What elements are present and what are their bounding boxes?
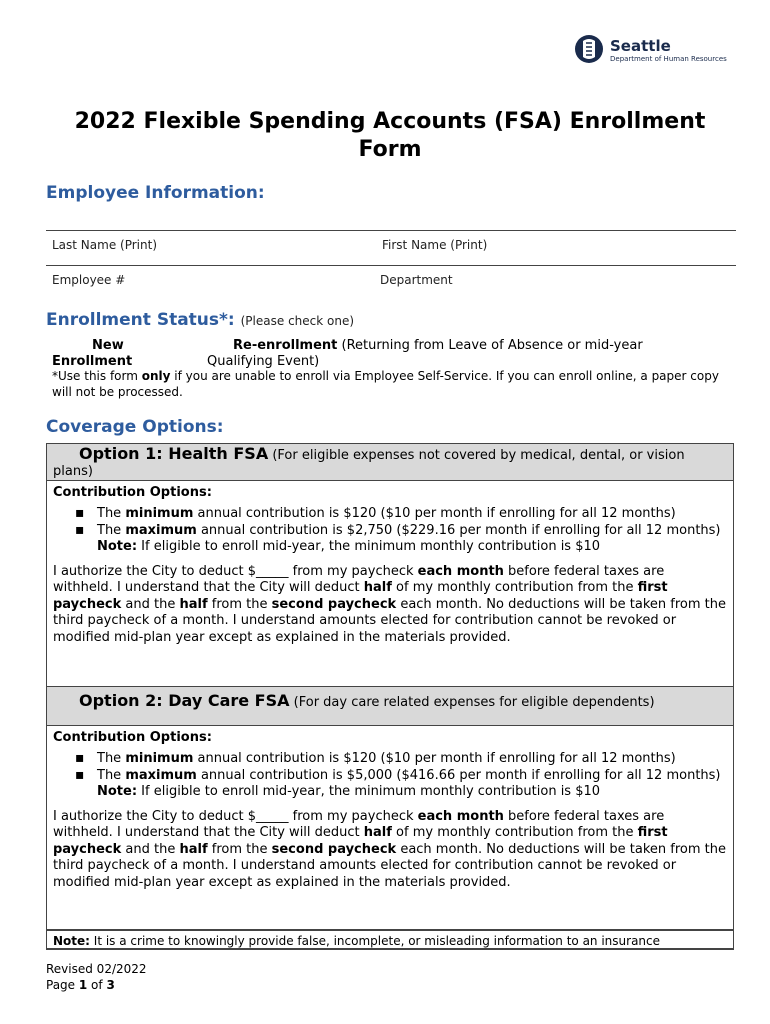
new-enrollment-option[interactable] (52, 338, 182, 370)
reenrollment-label: Re-enrollment (233, 338, 338, 353)
option-1-subtitle: (For eligible expenses not covered by medical, dental, or vision plans) (53, 448, 685, 479)
option-1-contribution-label: Contribution Options: (53, 485, 212, 500)
option-2-subtitle: (For day care related expenses for eligible dependents) (289, 695, 655, 710)
logo-department: Department of Human Resources (610, 55, 727, 63)
seattle-emblem-icon (574, 33, 604, 65)
employee-number-field[interactable]: Employee # (52, 273, 126, 287)
last-name-field[interactable]: Last Name (Print) (52, 238, 157, 252)
option-1-contribution-list (47, 506, 733, 539)
reenrollment-desc1: (Returning from Leave of Absence or mid-year (337, 338, 643, 353)
new-enrollment-line2: Enrollment (52, 354, 133, 369)
enrollment-status-label: Enrollment Status*: (46, 310, 235, 330)
option-1-note: Note: If eligible to enroll mid-year, the minimum monthly contribution is $10 (97, 539, 601, 554)
employee-fields-row (46, 265, 736, 301)
option-1-authorization[interactable]: I authorize the City to deduct $_____ from my paycheck each month before federal taxes are withheld. I understand that the City will deduct half of my monthly contribution from the first paycheck and the half from the second paycheck each month. No deductions will be taken from the third paycheck of a month. I understand amounts elected for contribution cannot be revoked or modified mid-plan year except as explained in the materials provided. (53, 563, 726, 645)
option-2-day-care-fsa (46, 686, 734, 930)
name-fields-rule (46, 230, 736, 231)
new-enrollment-line1: New (92, 338, 124, 353)
option-1-header (47, 444, 733, 481)
seattle-logo (574, 33, 734, 69)
reenrollment-desc2: Qualifying Event) (207, 354, 320, 369)
enrollment-note: *Use this form only if you are unable to enroll via Employee Self-Service. If you can enroll online, a paper copy will not be processed. (52, 369, 719, 399)
page-number: Page 1 of 3 (46, 978, 115, 992)
first-name-field[interactable]: First Name (Print) (382, 238, 488, 252)
option-1-maximum-item: ▪ The maximum annual contribution is $2,750 ($229.16 per month if enrolling for all 12 months) (97, 523, 733, 540)
reenrollment-option[interactable] (207, 338, 727, 370)
department-field[interactable]: Department (380, 273, 453, 287)
enrollment-status-heading (46, 310, 354, 330)
option-2-contribution-list (47, 751, 733, 784)
option-1-minimum-item: ▪ The minimum annual contribution is $120 ($10 per month if enrolling for all 12 months) (97, 506, 733, 523)
employee-fields-rule (46, 265, 736, 266)
option-1-health-fsa (46, 443, 734, 687)
option-2-title: Option 2: Day Care FSA (79, 691, 290, 710)
revised-date: Revised 02/2022 (46, 962, 147, 976)
option-1-title: Option 1: Health FSA (79, 444, 269, 463)
enrollment-status-hint: (Please check one) (240, 314, 355, 328)
fraud-warning-note: Note: It is a crime to knowingly provide false, incomplete, or misleading information to an insurance (46, 930, 734, 950)
employee-info-heading: Employee Information: (46, 183, 265, 203)
option-2-note: Note: If eligible to enroll mid-year, the minimum monthly contribution is $10 (97, 784, 601, 799)
option-2-authorization[interactable]: I authorize the City to deduct $_____ from my paycheck each month before federal taxes are withheld. I understand that the City will deduct half of my monthly contribution from the first paycheck and the half from the second paycheck each month. No deductions will be taken from the third paycheck of a month. I understand amounts elected for contribution cannot be revoked or modified mid-plan year except as explained in the materials provided. (53, 808, 726, 890)
page-footer (46, 961, 147, 993)
option-2-contribution-label: Contribution Options: (53, 730, 212, 745)
option-2-header (47, 687, 733, 726)
coverage-options-heading: Coverage Options: (46, 417, 224, 437)
name-fields-row (46, 230, 736, 266)
logo-name: Seattle (610, 37, 671, 55)
page-title: 2022 Flexible Spending Accounts (FSA) Enrollment Form (74, 109, 706, 162)
option-2-maximum-item: ▪ The maximum annual contribution is $5,000 ($416.66 per month if enrolling for all 12 months) (97, 768, 733, 785)
option-2-minimum-item: ▪ The minimum annual contribution is $120 ($10 per month if enrolling for all 12 months) (97, 751, 733, 768)
